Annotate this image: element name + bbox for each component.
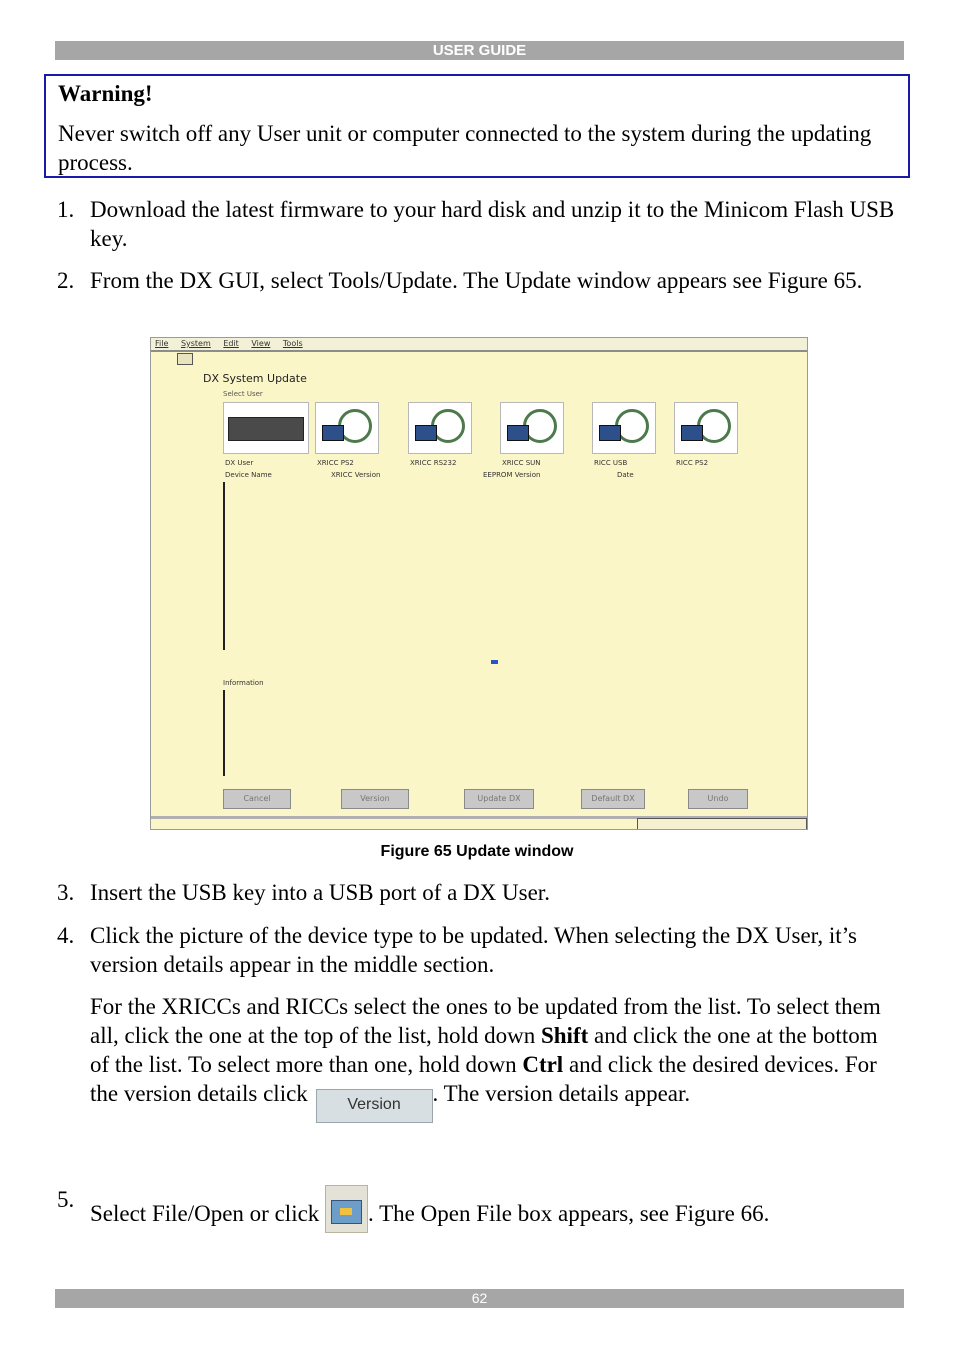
adapter-icon [681, 425, 703, 441]
menu-item: Tools [282, 339, 303, 348]
step-number: 4. [57, 923, 75, 948]
status-field [637, 818, 807, 829]
menu-item: File [155, 339, 169, 348]
cancel-button: Cancel [223, 789, 291, 809]
step-number: 1. [57, 197, 75, 222]
ctrl-key: Ctrl [522, 1052, 564, 1077]
column-label: EEPROM Version [483, 471, 541, 479]
device-xricc-ps2 [315, 402, 379, 454]
step-text-before: Select File/Open or click [90, 1201, 326, 1226]
menu-divider [151, 350, 807, 352]
device-label: XRICC PS2 [317, 459, 354, 467]
adapter-icon [415, 425, 437, 441]
detail-text: For the XRICCs and RICCs select the ones to be updated from the list. To select them all, click the one at the top of the list, hold down [90, 994, 881, 1048]
footer-bar [55, 1289, 904, 1308]
select-user-label: Select User [223, 390, 263, 398]
menu-bar [151, 338, 807, 350]
device-label: XRICC SUN [502, 459, 541, 467]
menu-item: System [180, 339, 211, 348]
header-bar [55, 41, 904, 60]
device-label: RICC USB [594, 459, 628, 467]
step-number: 2. [57, 268, 75, 293]
info-border [223, 690, 225, 776]
header-title: USER GUIDE [432, 42, 527, 59]
list-border [223, 482, 225, 650]
shift-key: Shift [540, 1023, 589, 1048]
device-ricc-ps2 [674, 402, 738, 454]
column-label: Date [617, 471, 634, 479]
device-ricc-usb [592, 402, 656, 454]
menu-item: Edit [223, 339, 239, 348]
step-text: Click the picture of the device type to be updated. When selecting the DX User, it’s version details appear in the middle section. [90, 923, 858, 977]
open-file-icon [177, 353, 193, 365]
update-window-screenshot [150, 337, 808, 830]
selection-marker [491, 660, 498, 664]
adapter-icon [507, 425, 529, 441]
detail-text: and click the desired devices. For the version details click [90, 1052, 877, 1106]
step-text [90, 1185, 902, 1233]
device-label: RICC PS2 [676, 459, 709, 467]
step-text: From the DX GUI, select Tools/Update. The Update window appears see Figure 65. [90, 268, 863, 293]
device-xricc-sun [500, 402, 564, 454]
step-4-detail [90, 992, 902, 1123]
device-label: XRICC RS232 [410, 459, 457, 467]
figure-caption: Figure 65 Update window [380, 843, 574, 860]
adapter-icon [322, 425, 344, 441]
step-text-after: . The Open File box appears, see Figure 66. [368, 1201, 770, 1226]
window-title: DX System Update [203, 372, 307, 385]
column-label: XRICC Version [331, 471, 381, 479]
version-button: Version [341, 789, 409, 809]
warning-text: Never switch off any User unit or computer connected to the system during the updating process. [58, 121, 872, 175]
page-number: 62 [471, 1290, 488, 1306]
adapter-icon [599, 425, 621, 441]
update-dx-button: Update DX [464, 789, 534, 809]
device-dx-user [223, 402, 309, 454]
open-folder-icon [325, 1185, 368, 1233]
default-dx-button: Default DX [581, 789, 645, 809]
step-text: Insert the USB key into a USB port of a DX User. [90, 880, 550, 905]
detail-text: and click the one at the bottom of the list. To select more than one, hold down [90, 1023, 878, 1077]
version-button-image: Version [316, 1089, 433, 1123]
step-text: Download the latest firmware to your hard disk and unzip it to the Minicom Flash USB key. [90, 197, 895, 251]
menu-item: View [251, 339, 271, 348]
undo-button: Undo [688, 789, 748, 809]
step-number: 5. [57, 1187, 75, 1212]
dx-user-unit-icon [228, 417, 304, 441]
step-number: 3. [57, 880, 75, 905]
detail-text: . The version details appear. [432, 1081, 691, 1106]
device-label: DX User [225, 459, 254, 467]
device-xricc-rs232 [408, 402, 472, 454]
warning-box [44, 74, 910, 178]
column-label: Device Name [225, 471, 272, 479]
information-label: Information [223, 679, 264, 687]
warning-title: Warning! [58, 81, 153, 106]
